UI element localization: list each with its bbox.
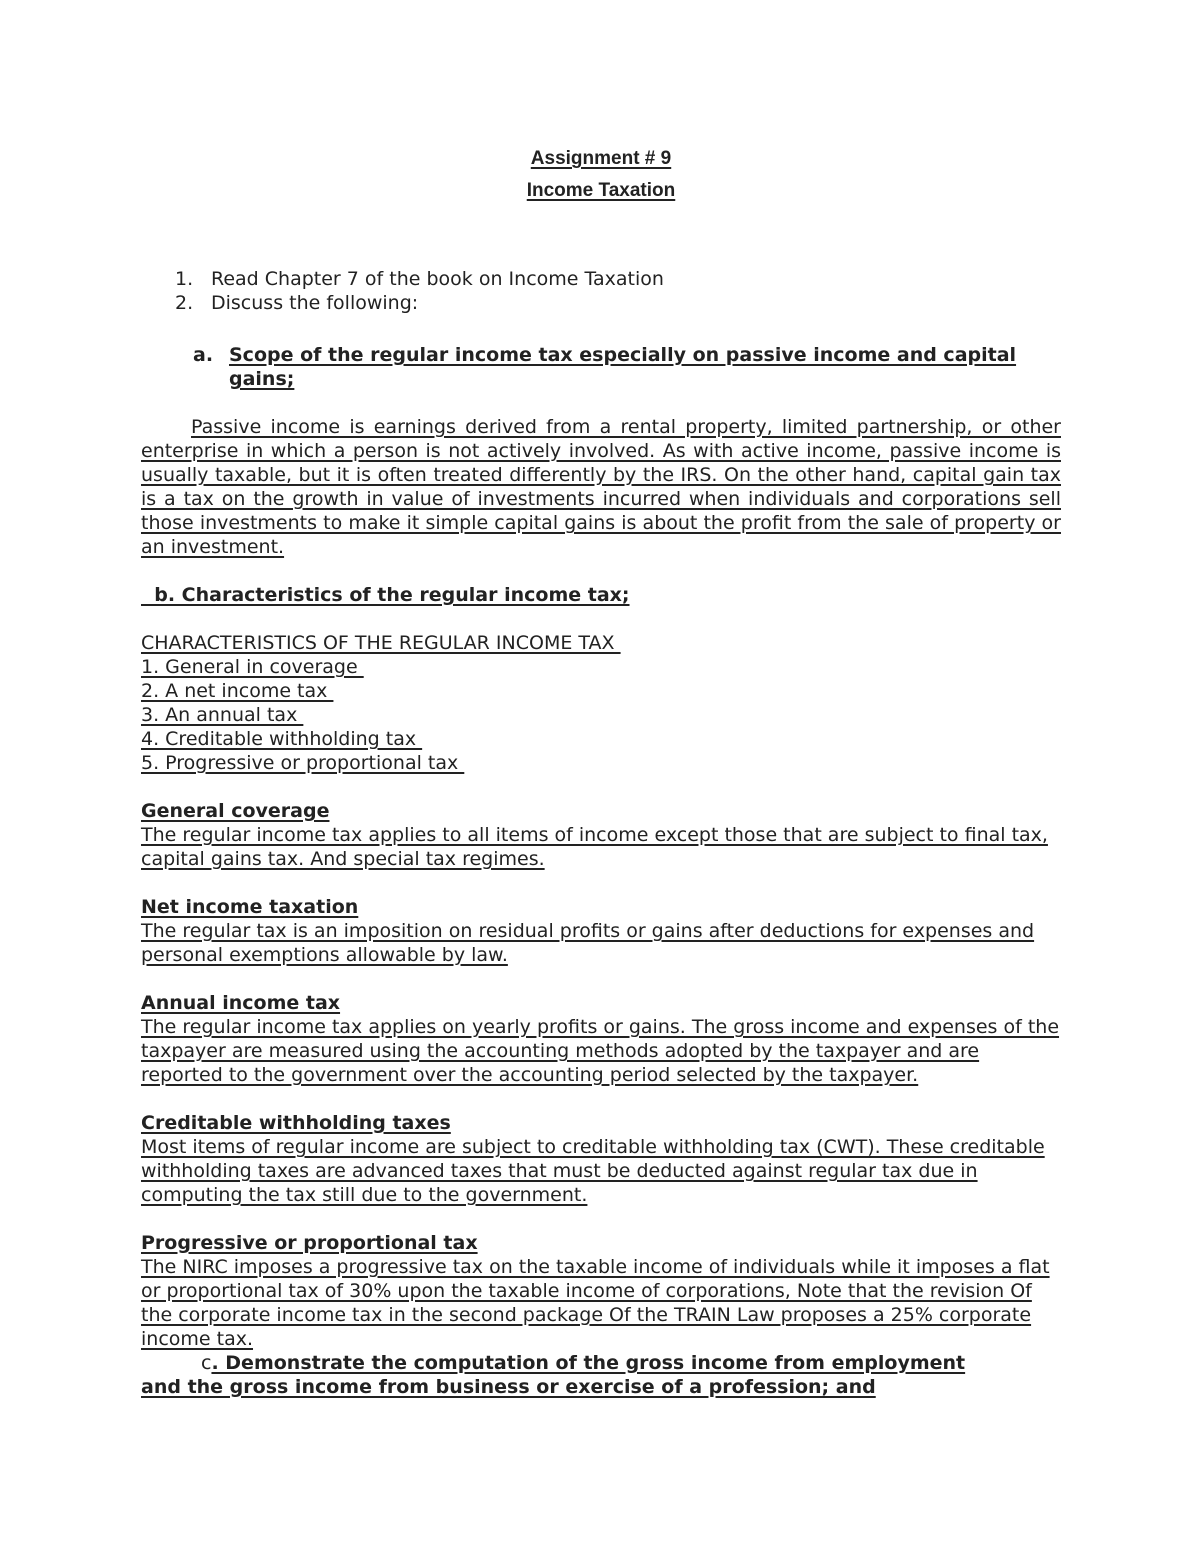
- list-item: 3. An annual tax: [141, 704, 304, 726]
- part-c-heading-line1: . Demonstrate the computation of the gross income from employment: [211, 1352, 966, 1374]
- part-a-answer-text: Passive income is earnings derived from a rental property, limited partnership, or other enterprise in which a person is not actively involved. As with active income, passive income is usually taxable, but it is often treated differently by the IRS. On the other hand, capital gain tax is a tax on the growth in value of investments incurred when individuals and corporations sell those investments to make it simple capital gains is about the profit from the sale of property or an investment.: [141, 416, 1061, 558]
- section-body: The regular tax is an imposition on residual profits or gains after deductions for expenses and personal exemptions allowable by law.: [141, 920, 1035, 966]
- section-body: The regular income tax applies to all items of income except those that are subject to final tax, capital gains tax. And special tax regimes.: [141, 824, 1048, 870]
- part-a-heading-text: Scope of the regular income tax especially on passive income and capital gains;: [229, 344, 1017, 390]
- instruction-text: Read Chapter 7 of the book on Income Taxation: [211, 268, 664, 290]
- assignment-title: Assignment # 9: [530, 148, 672, 169]
- section-general-coverage: [141, 799, 1061, 871]
- part-a-letter: a.: [193, 344, 214, 366]
- list-item: 1. General in coverage: [141, 656, 364, 678]
- instruction-number: 1.: [175, 268, 194, 290]
- list-item: 4. Creditable withholding tax: [141, 728, 423, 750]
- section-creditable-withholding: [141, 1111, 1061, 1207]
- section-annual-income-tax: [141, 991, 1061, 1087]
- section-net-income-taxation: [141, 895, 1061, 967]
- subject-title: Income Taxation: [526, 180, 676, 201]
- characteristics-list-title: CHARACTERISTICS OF THE REGULAR INCOME TAX: [141, 632, 621, 654]
- part-c-letter: c: [201, 1352, 212, 1374]
- section-body: Most items of regular income are subject to creditable withholding tax (CWT). These creditable withholding taxes are advanced taxes that must be deducted against regular tax due in computing the tax still due to the government.: [141, 1136, 1045, 1206]
- part-c-heading-line2: and the gross income from business or exercise of a profession; and: [141, 1376, 876, 1398]
- section-heading: General coverage: [141, 800, 330, 822]
- section-progressive-tax: [141, 1231, 1061, 1351]
- instruction-item: [141, 291, 1061, 315]
- part-a-heading: [141, 343, 1061, 391]
- instruction-item: [141, 267, 1061, 291]
- instruction-text: Discuss the following:: [211, 292, 419, 314]
- section-heading: Progressive or proportional tax: [141, 1232, 478, 1254]
- part-c-heading: [141, 1351, 1061, 1399]
- document-page: [141, 143, 1061, 1399]
- section-heading: Annual income tax: [141, 992, 341, 1014]
- instruction-list: [141, 267, 1061, 315]
- section-heading: Creditable withholding taxes: [141, 1112, 451, 1134]
- section-heading: Net income taxation: [141, 896, 359, 918]
- characteristics-list: [141, 631, 1061, 775]
- part-b-heading-text: b. Characteristics of the regular income tax;: [141, 584, 630, 606]
- instruction-number: 2.: [175, 292, 194, 314]
- section-body: The regular income tax applies on yearly profits or gains. The gross income and expenses of the taxpayer are measured using the accounting methods adopted by the taxpayer and are reported to the government over the accounting period selected by the taxpayer.: [141, 1016, 1060, 1086]
- part-a-answer: [141, 415, 1061, 559]
- part-b-heading: [141, 583, 1061, 607]
- section-body: The NIRC imposes a progressive tax on the taxable income of individuals while it imposes a flat or proportional tax of 30% upon the taxable income of corporations, Note that the revision Of the corporate income tax in the second package Of the TRAIN Law proposes a 25% corporate income tax.: [141, 1256, 1050, 1350]
- list-item: 2. A net income tax: [141, 680, 334, 702]
- list-item: 5. Progressive or proportional tax: [141, 752, 465, 774]
